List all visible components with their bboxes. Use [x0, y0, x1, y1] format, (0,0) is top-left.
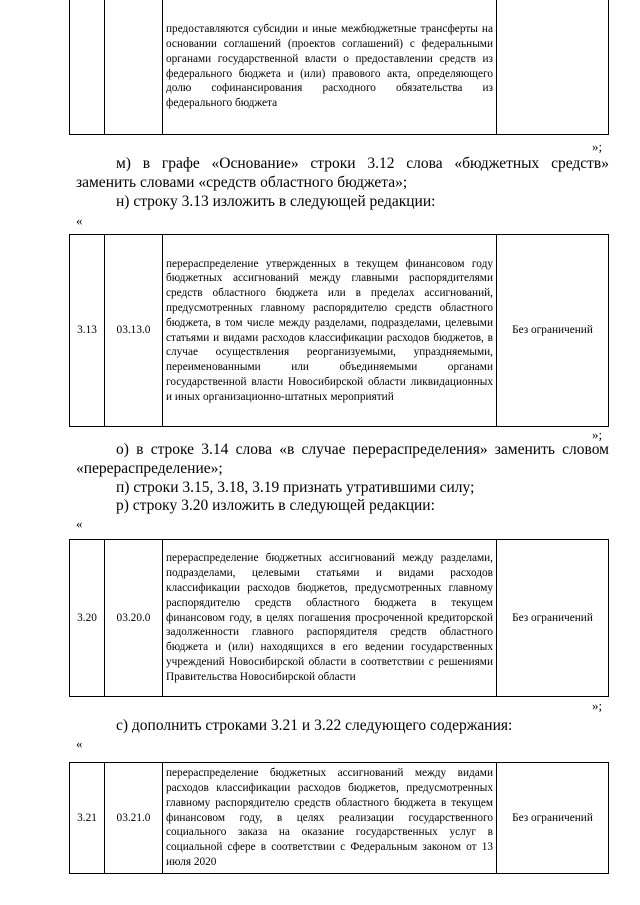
row-text-cell: предоставляются субсидии и иные межбюджетные трансферты на основании соглашений (проектов соглашений) с федеральными органами государственной власти о предоставлении средств из федерального бюджета и (или) правового акта, определяющего долю софинансирования расходного обязательства из федерального бюджета — [163, 0, 497, 135]
opening-quote: « — [76, 736, 83, 751]
closing-quote: »; — [592, 698, 603, 713]
paragraph-s: с) дополнить строками 3.21 и 3.22 следующего содержания: — [116, 717, 513, 734]
paragraph-r: р) строку 3.20 изложить в следующей редакции: — [116, 497, 435, 514]
table-row — [70, 0, 609, 135]
row-number-cell — [70, 0, 105, 135]
row-limit-cell — [497, 0, 609, 135]
row-limit-cell: Без ограничений — [497, 540, 609, 697]
paragraph-m: м) в графе «Основание» строки 3.12 слова «бюджетных средств» заменить словами «средств областного бюджета»; — [76, 155, 609, 191]
opening-quote: « — [76, 516, 83, 531]
closing-quote: »; — [592, 427, 603, 442]
paragraph-n: н) строку 3.13 изложить в следующей редакции: — [116, 193, 436, 210]
row-text-cell: перераспределение бюджетных ассигнований между разделами, подразделами, целевыми статьями и видами расходов классификации расходов бюджетов, предусмотренных главному распорядителю средств областного бюджета в текущем финансовом году, в целях погашения просроченной кредиторской задолженности главного распорядителя средств областного бюджета и (или) находящихся в его ведении государственных учреждений Новосибирской области в соответствии с решениями Правительства Новосибирской области — [163, 540, 497, 697]
row-code-cell — [105, 0, 163, 135]
table-row — [70, 763, 609, 874]
table-fragment-1 — [69, 0, 609, 135]
table-row — [70, 235, 609, 427]
paragraph-o: о) в строке 3.14 слова «в случае перераспределения» заменить словом «перераспределение»; — [76, 441, 609, 477]
table-row-3-21 — [69, 762, 609, 874]
row-code-cell: 03.21.0 — [105, 763, 163, 874]
table-row-3-20 — [69, 539, 609, 697]
row-text-cell: перераспределение бюджетных ассигнований между видами расходов классификации расходов бюджетов, предусмотренных главному распорядителю средств областного бюджета в текущем финансовом году, в целях реализации государственного социального заказа на оказание государственных услуг в социальной сфере в соответствии с Федеральным законом от 13 июля 2020 — [163, 763, 497, 874]
row-limit-cell: Без ограничений — [497, 235, 609, 427]
row-limit-cell: Без ограничений — [497, 763, 609, 874]
row-code-cell: 03.13.0 — [105, 235, 163, 427]
row-number-cell: 3.21 — [70, 763, 105, 874]
opening-quote: « — [76, 213, 83, 228]
table-row-3-13 — [69, 234, 609, 427]
row-code-cell: 03.20.0 — [105, 540, 163, 697]
paragraph-p: п) строки 3.15, 3.18, 3.19 признать утратившими силу; — [116, 479, 475, 496]
closing-quote: »; — [592, 139, 603, 154]
row-number-cell: 3.13 — [70, 235, 105, 427]
table-row — [70, 540, 609, 697]
row-text-cell: перераспределение утвержденных в текущем финансовом году бюджетных ассигнований между главными распорядителями средств областного бюджета или в пределах ассигнований, предусмотренных главному распорядителю средств областного бюджета, в том числе между разделами, подразделами, целевыми статьями и видами расходов классификации расходов бюджетов, в случае осуществления реорганизуемыми, упраздняемыми, переименованными или объединяемыми органами государственной власти Новосибирской области ликвидационных и иных организационно-штатных мероприятий — [163, 235, 497, 427]
row-number-cell: 3.20 — [70, 540, 105, 697]
